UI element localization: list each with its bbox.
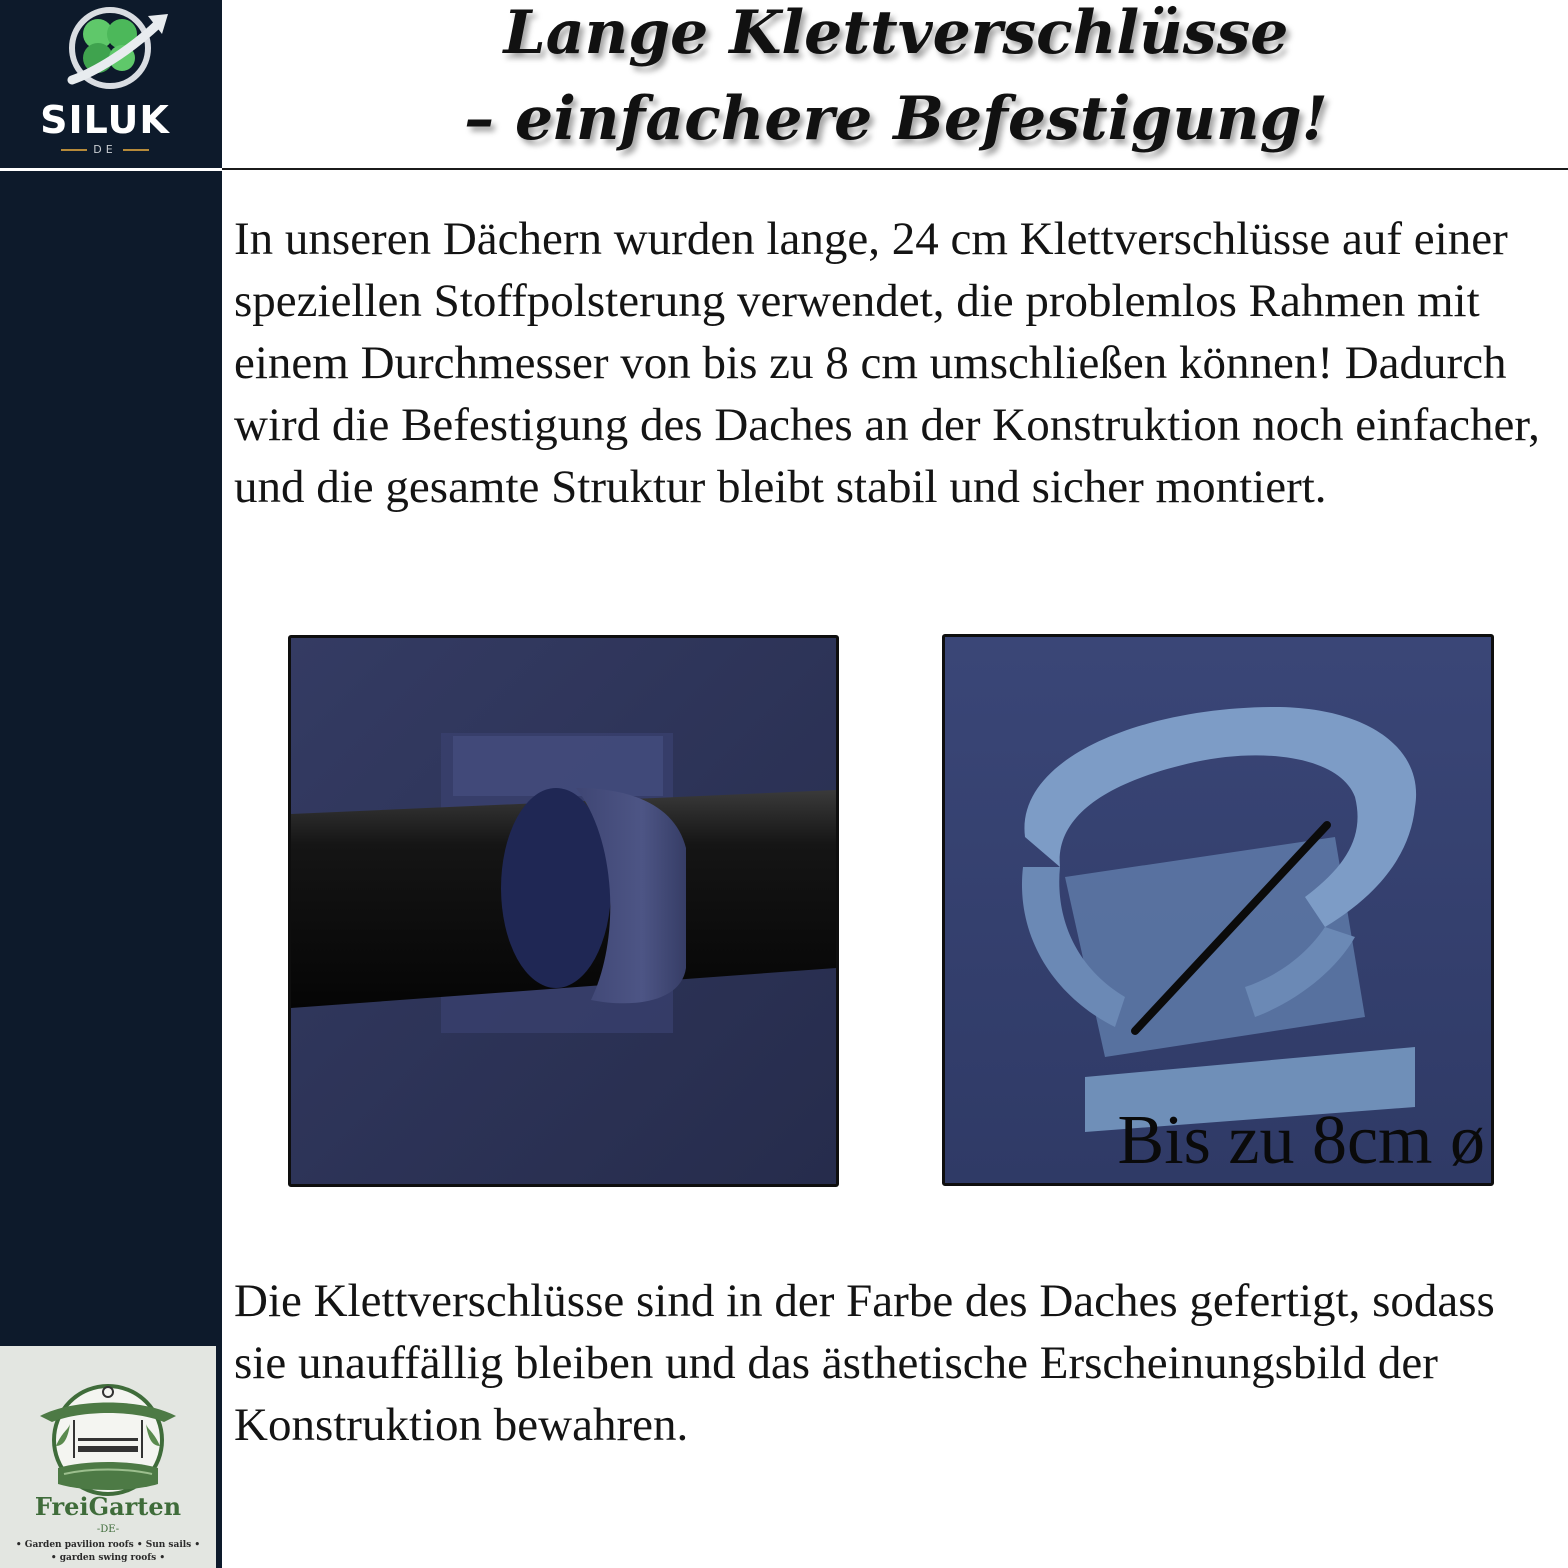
- title-divider: [222, 168, 1568, 170]
- title-line-2: – einfachere Befestigung!: [464, 84, 1328, 154]
- freigarten-tagline-1: • Garden pavilion roofs • Sun sails •: [15, 1540, 201, 1550]
- siluk-logo: [0, 0, 222, 168]
- brand-name: SILUK: [40, 98, 170, 142]
- photo-velcro-loop: [942, 634, 1494, 1186]
- freigarten-sub: -DE-: [96, 1524, 120, 1535]
- swing-bench-icon: [34, 1376, 182, 1496]
- photo-velcro-on-pole: [288, 635, 839, 1187]
- sidebar: [0, 0, 222, 1568]
- title-line-1: Lange Klettverschlüsse: [503, 0, 1289, 68]
- page-title: [224, 0, 1568, 162]
- clover-arrow-icon: [50, 6, 170, 102]
- intro-paragraph: In unseren Dächern wurden lange, 24 cm Klettverschlüsse auf einer speziellen Stoffpolsterung verwendet, die problemlos Rahmen mit einem Durchmesser von bis zu 8 cm umschließen können! Dadurch wird die Befestigung des Daches an der Konstruktion noch einfacher, und die gesamte Struktur bleibt stabil und sicher montiert.: [234, 213, 1540, 513]
- freigarten-logo: [0, 1346, 216, 1568]
- outro-paragraph: Die Klettverschlüsse sind in der Farbe des Daches gefertigt, sodass sie unauffällig bleiben und das ästhetische Erscheinungsbild der Konstruktion bewahren.: [234, 1275, 1495, 1451]
- freigarten-name: FreiGarten: [34, 1492, 182, 1521]
- sidebar-divider: [0, 168, 222, 171]
- freigarten-tagline-2: • garden swing roofs •: [50, 1553, 166, 1563]
- brand-sub: DE: [0, 143, 210, 156]
- diameter-caption: Bis zu 8cm ø: [1117, 1102, 1485, 1179]
